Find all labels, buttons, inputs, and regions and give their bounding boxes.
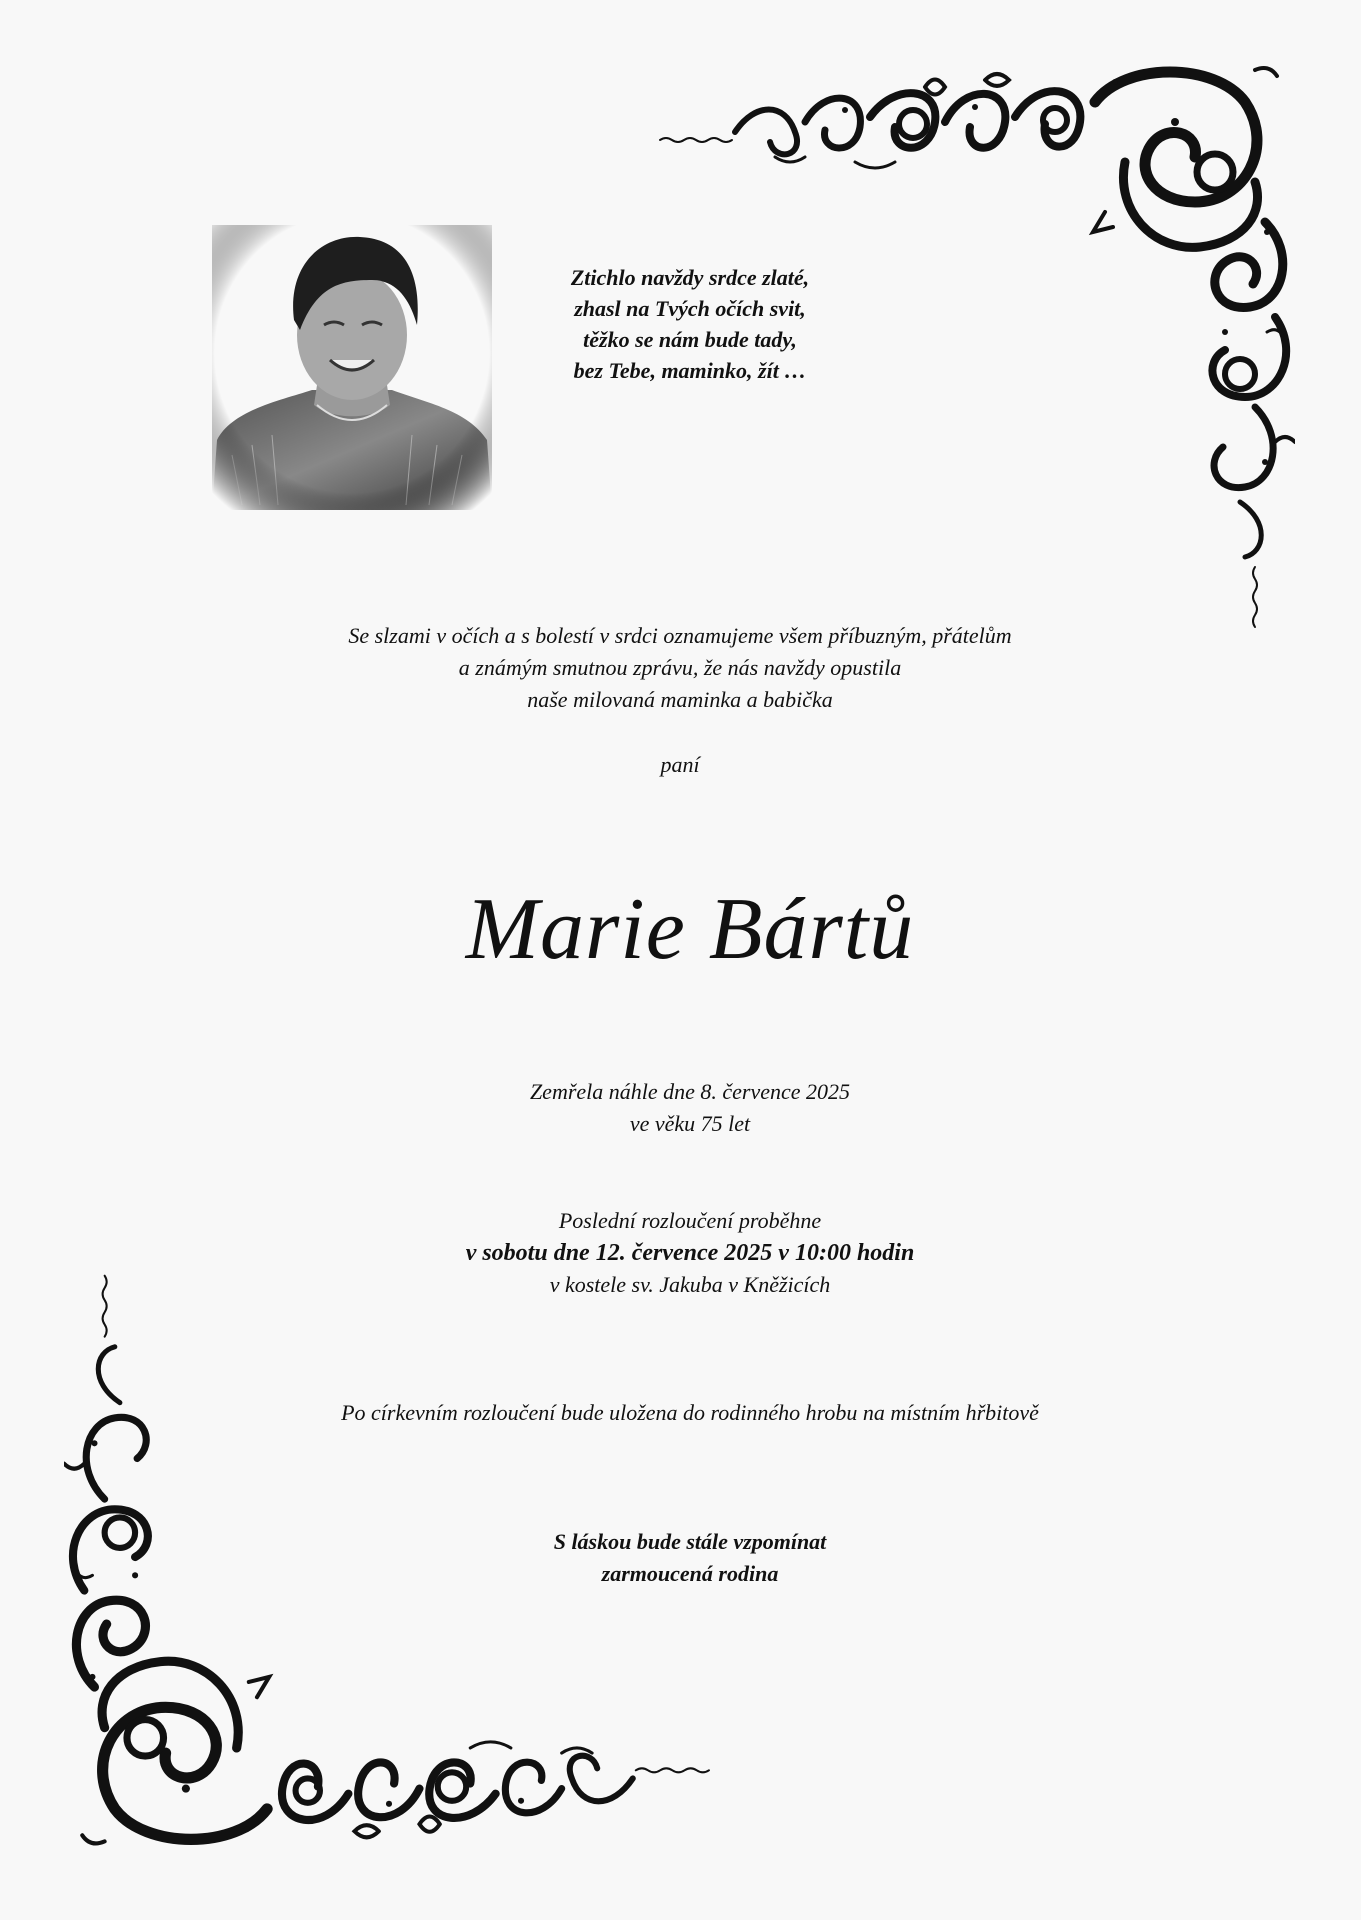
honorific: paní [660, 752, 700, 777]
death-age: ve věku 75 let [629, 1111, 751, 1136]
death-date: Zemřela náhle dne 8. července 2025 [529, 1079, 851, 1104]
announcement [180, 620, 1180, 716]
verse-line: zhasl na Tvých očích svit, [574, 296, 806, 321]
death-info [430, 1076, 950, 1140]
verse [500, 262, 880, 386]
closing-line: S láskou bude stále vzpomínat [553, 1529, 827, 1554]
verse-line: Ztichlo navždy srdce zlaté, [570, 265, 810, 290]
verse-line: těžko se nám bude tady, [583, 327, 797, 352]
closing-signature: zarmoucená rodina [601, 1561, 779, 1586]
verse-line: bez Tebe, maminko, žít … [573, 358, 807, 383]
farewell-datetime: v sobotu dne 12. července 2025 v 10:00 hodin [465, 1240, 915, 1266]
portrait-image [212, 225, 492, 510]
announcement-line: Se slzami v očích a s bolestí v srdci oznamujeme všem příbuzným, přátelům [348, 623, 1012, 648]
farewell-info [330, 1205, 1050, 1301]
farewell-intro: Poslední rozloučení proběhne [558, 1208, 822, 1233]
announcement-line: naše milovaná maminka a babička [527, 687, 833, 712]
announcement-line: a známým smutnou zprávu, že nás navždy opustila [458, 655, 902, 680]
portrait-photo [212, 225, 492, 510]
closing [440, 1526, 940, 1590]
burial-info: Po církevním rozloučení bude uložena do rodinného hrobu na místním hřbitově [341, 1400, 1039, 1425]
farewell-location: v kostele sv. Jakuba v Kněžicích [549, 1272, 831, 1297]
deceased-name: Marie Bártů [465, 881, 915, 978]
